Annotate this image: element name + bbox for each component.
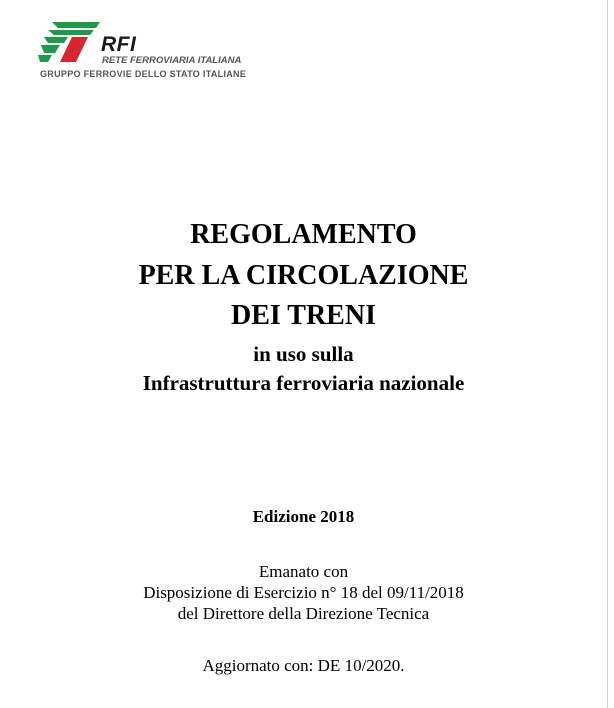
edition-label: Edizione 2018 [252, 507, 355, 526]
issued-line-3: del Direttore della Direzione Tecnica [177, 604, 430, 623]
document-title-line-2: PER LA CIRCOLAZIONE [138, 260, 469, 291]
document-subtitle-line-2: Infrastruttura ferroviaria nazionale [142, 371, 465, 395]
logo-tagline: RETE FERROVIARIA ITALIANA [102, 55, 242, 66]
logo-group-text: GRUPPO FERROVIE DELLO STATO ITALIANE [40, 69, 247, 79]
updated-note: Aggiornato con: DE 10/2020. [202, 656, 405, 675]
document-title-line-1: REGOLAMENTO [190, 219, 417, 250]
logo-brand-text: RFI [101, 33, 137, 56]
rfi-logo [38, 20, 278, 84]
document-subtitle-line-1: in uso sulla [253, 342, 354, 366]
document-title-line-3: DEI TRENI [231, 300, 376, 331]
issued-line-1: Emanato con [258, 562, 349, 581]
viewer-gutter [608, 0, 614, 708]
issued-line-2: Disposizione di Esercizio n° 18 del 09/11/2018 [143, 583, 464, 602]
fs-logo-mark-icon [38, 20, 104, 64]
